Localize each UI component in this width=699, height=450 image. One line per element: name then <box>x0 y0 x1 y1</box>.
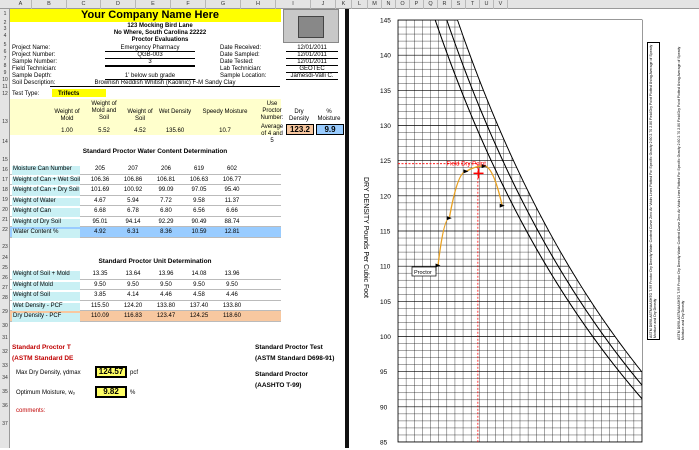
row-header[interactable]: 2 <box>0 20 10 26</box>
table-cell[interactable]: 95.40 <box>217 187 247 193</box>
table-cell[interactable]: 9.50 <box>85 282 115 288</box>
table-cell[interactable]: 206 <box>151 166 181 172</box>
company-name[interactable]: Your Company Name Here <box>70 10 230 21</box>
table-cell[interactable]: 101.69 <box>85 187 115 193</box>
row-header-bar <box>0 9 10 448</box>
table-cell[interactable]: 106.36 <box>85 177 115 183</box>
column-header[interactable]: O <box>396 0 410 9</box>
results-right-standard2: (AASHTO T-99) <box>255 383 301 390</box>
row-label: Weight of Can + Wet Soil <box>12 177 80 186</box>
results-right-standard: (ASTM Standard D698-91) <box>255 356 334 363</box>
row-label: Dry Density - PCF <box>12 313 80 322</box>
y-tick-label: 85 <box>380 440 388 447</box>
table-cell[interactable]: 9.50 <box>217 282 247 288</box>
column-header[interactable]: P <box>410 0 424 9</box>
column-header[interactable]: K <box>336 0 352 9</box>
column-header[interactable]: T <box>466 0 480 9</box>
summary-value[interactable]: 4.52 <box>123 128 157 134</box>
proctor-worksheet <box>10 9 351 448</box>
table-cell[interactable]: 13.96 <box>217 271 247 277</box>
row-label: Wet Density - PCF <box>12 303 80 312</box>
table-cell[interactable]: 115.50 <box>85 303 115 309</box>
results-left-title: Standard Proctor T <box>12 345 71 352</box>
info-label: Field Technician: <box>12 66 57 72</box>
table-cell[interactable]: 4.58 <box>184 292 214 298</box>
info-value[interactable]: 12/01/2011 <box>286 59 338 66</box>
info-label: Date Tested: <box>220 59 254 65</box>
info-value[interactable]: 12/01/2011 <box>286 45 338 52</box>
table-cell[interactable]: 6.68 <box>85 208 115 214</box>
table-cell[interactable]: 118.60 <box>217 313 247 319</box>
table-cell[interactable]: 124.20 <box>118 303 148 309</box>
use-proctor-label: Use Proctor Number: <box>260 101 284 122</box>
row-header[interactable]: 7 <box>0 56 10 62</box>
row-header[interactable]: 6 <box>0 49 10 55</box>
table-cell[interactable]: 6.78 <box>118 208 148 214</box>
table-cell[interactable]: 137.40 <box>184 303 214 309</box>
chart-ylabel: DRY DENSITY Pounds Per Cubic Foot <box>362 177 369 298</box>
table-cell[interactable]: 90.49 <box>184 219 214 225</box>
info-label: Soil Description: <box>12 80 55 86</box>
y-tick-label: 95 <box>380 369 388 376</box>
row-header[interactable]: 3 <box>0 26 10 32</box>
row-label: Weight of Mold <box>12 282 80 291</box>
summary-value[interactable]: 1.00 <box>50 128 84 134</box>
max-dry-density-value[interactable]: 124.57 <box>95 368 127 376</box>
info-label: Date Sampled: <box>220 52 260 58</box>
column-header[interactable]: E <box>136 0 171 9</box>
info-value[interactable]: QGB-003 <box>105 52 195 59</box>
info-value[interactable]: 1' below sub grade <box>105 73 195 80</box>
info-label: Sample Location: <box>220 73 266 79</box>
column-header[interactable]: R <box>438 0 452 9</box>
column-header[interactable]: M <box>368 0 382 9</box>
info-label: Lab Technician: <box>220 66 262 72</box>
column-header[interactable]: G <box>206 0 241 9</box>
column-header-bar <box>0 0 699 9</box>
comments-label[interactable]: comments: <box>16 408 45 414</box>
table-cell[interactable]: 92.29 <box>151 219 181 225</box>
row-header[interactable]: 30 <box>0 323 10 329</box>
row-label: Water Content % <box>12 229 80 238</box>
table-cell[interactable]: 124.25 <box>184 313 214 319</box>
y-tick-label: 100 <box>380 334 391 341</box>
row-header[interactable]: 37 <box>0 421 10 427</box>
field-point-label: Field Dry Point <box>447 161 487 167</box>
proctor-chart-pane <box>351 9 699 448</box>
table-cell[interactable]: 4.14 <box>118 292 148 298</box>
table-cell[interactable]: 97.05 <box>184 187 214 193</box>
report-title[interactable]: Proctor Evaluations <box>70 37 250 43</box>
summary-header: Weight of Mold and Soil <box>87 101 121 122</box>
table-cell[interactable]: 106.77 <box>217 177 247 183</box>
row-label: Weight of Can + Dry Soil <box>12 187 80 196</box>
chart-side-note: ASTM D698-ASTM/AASHTO T-99 Proctor Dry Density Water Content Curve Zero Air Voids Lines Plotted For Specific Gravity 2.60 2.70 2.80 Field Dry Point Plotted Using Average of Speedy Moisture and Dry Density <box>647 42 660 340</box>
table-cell[interactable]: 3.85 <box>85 292 115 298</box>
row-header[interactable]: 5 <box>0 42 10 48</box>
moisture-value[interactable]: 9.9 <box>316 126 344 134</box>
table-cell[interactable]: 106.63 <box>184 177 214 183</box>
table-cell[interactable]: 116.83 <box>118 313 148 319</box>
summary-value[interactable]: 10.7 <box>193 128 257 134</box>
row-label: Moisture Can Number <box>12 166 80 175</box>
row-header[interactable]: 11 <box>0 84 10 90</box>
summary-value[interactable]: 5.52 <box>87 128 121 134</box>
row-header[interactable]: 14 <box>0 139 10 145</box>
row-header[interactable]: 15 <box>0 157 10 163</box>
row-header[interactable]: 10 <box>0 77 10 83</box>
row-header[interactable]: 4 <box>0 33 10 39</box>
info-value[interactable]: Brownish Reddish Whitish (Kaolinic) F-M Sandy Clay <box>50 80 280 87</box>
table-cell[interactable]: 106.86 <box>118 177 148 183</box>
column-header[interactable]: Q <box>424 0 438 9</box>
pane-divider[interactable] <box>345 9 349 448</box>
table-cell[interactable]: 6.66 <box>217 208 247 214</box>
table-cell[interactable]: 6.31 <box>118 229 148 235</box>
column-header[interactable]: J <box>311 0 336 9</box>
y-tick-label: 130 <box>380 123 391 130</box>
y-tick-label: 125 <box>380 158 391 165</box>
y-tick-label: 110 <box>380 264 391 271</box>
row-header[interactable]: 25 <box>0 265 10 271</box>
table-cell[interactable]: 205 <box>85 166 115 172</box>
water-section-title[interactable]: Standard Proctor Water Content Determination <box>30 149 280 156</box>
table-cell[interactable]: 110.09 <box>85 313 115 319</box>
table-cell[interactable]: 14.08 <box>184 271 214 277</box>
row-header[interactable]: 18 <box>0 187 10 193</box>
info-label: Project Number: <box>12 52 55 58</box>
row-label: Weight of Soil <box>12 292 80 301</box>
y-tick-label: 135 <box>380 88 391 95</box>
row-header[interactable]: 36 <box>0 403 10 409</box>
table-cell[interactable]: 133.80 <box>151 303 181 309</box>
table-cell[interactable]: 10.59 <box>184 229 214 235</box>
row-header[interactable]: 32 <box>0 349 10 355</box>
results-right-title: Standard Proctor Test <box>255 345 323 352</box>
row-header[interactable]: 1 <box>0 11 10 17</box>
y-tick-label: 145 <box>380 18 391 25</box>
opt-moisture-label: Optimum Moisture, wₒ <box>16 390 75 396</box>
table-cell[interactable]: 9.50 <box>151 282 181 288</box>
test-type-label[interactable]: Test Type: <box>12 91 39 97</box>
table-cell[interactable]: 207 <box>118 166 148 172</box>
summary-header: Wet Density <box>158 109 192 116</box>
table-cell[interactable]: 11.37 <box>217 198 247 204</box>
info-value[interactable]: 12/01/2011 <box>286 52 338 59</box>
column-header[interactable]: D <box>101 0 136 9</box>
dry-density-value[interactable]: 123.2 <box>286 126 314 134</box>
row-header[interactable]: 17 <box>0 177 10 183</box>
row-header[interactable]: 12 <box>0 91 10 97</box>
table-cell[interactable]: 8.36 <box>151 229 181 235</box>
table-cell[interactable]: 4.46 <box>151 292 181 298</box>
table-cell[interactable]: 13.35 <box>85 271 115 277</box>
row-label: Weight of Can <box>12 208 80 217</box>
column-header[interactable]: A <box>10 0 32 9</box>
info-value[interactable]: Jamesdi-Valli C. <box>286 73 338 80</box>
row-header[interactable]: 31 <box>0 335 10 341</box>
moisture-header: % Moisture <box>316 109 342 123</box>
table-cell[interactable]: 5.94 <box>118 198 148 204</box>
table-cell[interactable]: 106.81 <box>151 177 181 183</box>
max-dry-label: Max Dry Density, γdmax <box>16 370 81 376</box>
table-cell[interactable]: 94.14 <box>118 219 148 225</box>
y-tick-label: 90 <box>380 404 388 411</box>
row-header[interactable]: 26 <box>0 275 10 281</box>
table-cell[interactable]: 6.80 <box>151 208 181 214</box>
row-header[interactable]: 23 <box>0 244 10 250</box>
row-label: Weight of Soil + Mold <box>12 271 80 280</box>
row-header[interactable]: 16 <box>0 167 10 173</box>
row-header[interactable]: 24 <box>0 255 10 261</box>
results-left-standard: (ASTM Standard DE <box>12 356 73 363</box>
summary-header: Weight of Soil <box>123 109 157 123</box>
row-header[interactable]: 21 <box>0 217 10 223</box>
row-header[interactable]: 20 <box>0 207 10 213</box>
table-cell[interactable]: 4.92 <box>85 229 115 235</box>
summary-value[interactable]: 135.60 <box>158 128 192 134</box>
table-cell[interactable]: 100.92 <box>118 187 148 193</box>
table-cell[interactable]: 88.74 <box>217 219 247 225</box>
row-label: Weight of Dry Soil <box>12 219 80 228</box>
info-value[interactable]: 3 <box>105 59 195 66</box>
row-header[interactable]: 28 <box>0 295 10 301</box>
info-label: Date Received: <box>220 45 261 51</box>
chart-side-note-2: ASTM D698-ASTM/AASHTO T-99 Proctor Dry Density Water Content Curve Zero Air Voids Lines Plotted For Specific Gravity 2.60 2.70 2.80 Field Dry Point Plotted Using Average of Speedy Moisture and Dry Density <box>677 42 690 340</box>
column-header[interactable]: F <box>171 0 206 9</box>
table-cell[interactable]: 9.58 <box>184 198 214 204</box>
table-cell[interactable]: 7.72 <box>151 198 181 204</box>
column-header[interactable]: I <box>276 0 311 9</box>
y-tick-label: 105 <box>380 299 391 306</box>
table-cell[interactable]: 4.67 <box>85 198 115 204</box>
table-cell[interactable]: 4.46 <box>217 292 247 298</box>
row-header[interactable]: 34 <box>0 375 10 381</box>
row-header[interactable]: 19 <box>0 197 10 203</box>
results-right-title2: Standard Proctor <box>255 372 308 379</box>
column-header[interactable]: S <box>452 0 466 9</box>
density-section-title[interactable]: Standard Proctor Unit Determination <box>30 259 280 266</box>
opt-moisture-unit: % <box>130 390 135 396</box>
table-cell[interactable]: 619 <box>184 166 214 172</box>
row-header[interactable]: 8 <box>0 63 10 69</box>
y-tick-label: 115 <box>380 229 391 236</box>
table-cell[interactable]: 99.09 <box>151 187 181 193</box>
info-value[interactable]: GEOTEC <box>286 66 338 73</box>
max-dry-unit: pcf <box>130 370 138 376</box>
info-value[interactable] <box>105 66 195 67</box>
row-header[interactable]: 22 <box>0 227 10 233</box>
table-cell[interactable]: 9.50 <box>118 282 148 288</box>
table-cell[interactable]: 602 <box>217 166 247 172</box>
row-header[interactable]: 27 <box>0 285 10 291</box>
column-header[interactable]: H <box>241 0 276 9</box>
average-label: Average of 4 and 5 <box>260 124 284 145</box>
info-value[interactable]: Emergency Pharmacy <box>105 45 195 52</box>
summary-header: Weight of Mold <box>50 109 84 123</box>
test-type-value[interactable]: Trifects <box>58 91 79 97</box>
table-cell[interactable]: 95.01 <box>85 219 115 225</box>
table-cell[interactable]: 13.64 <box>118 271 148 277</box>
column-header[interactable]: L <box>352 0 368 9</box>
dry-density-header: Dry Density <box>286 109 312 123</box>
info-label: Sample Number: <box>12 59 57 65</box>
column-header[interactable]: U <box>480 0 494 9</box>
row-header[interactable]: 33 <box>0 363 10 369</box>
company-logo <box>283 9 339 43</box>
opt-moisture-value[interactable]: 9.82 <box>95 388 127 396</box>
table-cell[interactable]: 12.81 <box>217 229 247 235</box>
table-cell[interactable]: 13.96 <box>151 271 181 277</box>
info-label: Sample Depth: <box>12 73 52 79</box>
y-tick-label: 140 <box>380 53 391 60</box>
proctor-label: Proctor <box>414 270 432 276</box>
address-line-1[interactable]: 123 Mocking Bird Lane <box>70 23 250 29</box>
row-label: Weight of Water <box>12 198 80 207</box>
table-cell[interactable]: 9.50 <box>184 282 214 288</box>
table-cell[interactable]: 6.56 <box>184 208 214 214</box>
row-header[interactable]: 9 <box>0 70 10 76</box>
row-header[interactable]: 13 <box>0 119 10 125</box>
column-header[interactable]: B <box>32 0 67 9</box>
column-header[interactable]: C <box>67 0 101 9</box>
summary-header: Speedy Moisture <box>193 109 257 116</box>
table-cell[interactable]: 123.47 <box>151 313 181 319</box>
info-label: Project Name: <box>12 45 50 51</box>
table-cell[interactable]: 133.80 <box>217 303 247 309</box>
address-line-2[interactable]: No Where, South Carolina 22222 <box>70 30 250 36</box>
row-header[interactable]: 35 <box>0 389 10 395</box>
column-header[interactable]: N <box>382 0 396 9</box>
y-tick-label: 120 <box>380 193 391 200</box>
row-header[interactable]: 29 <box>0 309 10 315</box>
column-header[interactable]: V <box>494 0 508 9</box>
